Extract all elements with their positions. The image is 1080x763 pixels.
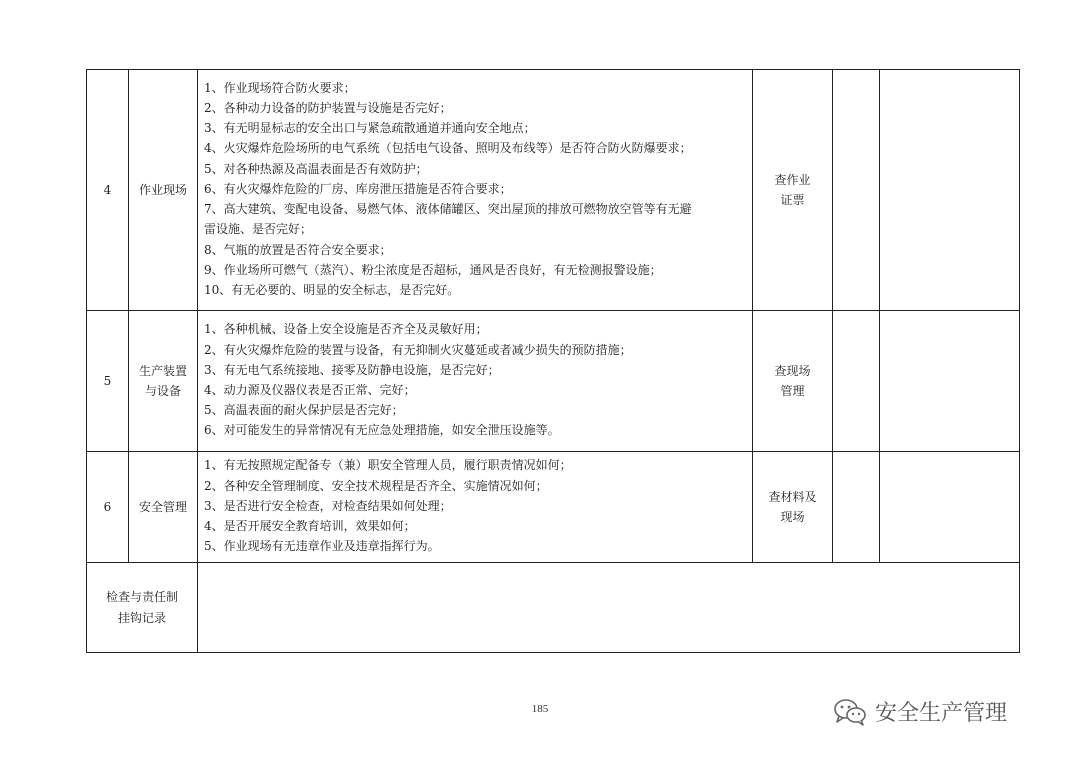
inspection-item: 生产装置 与设备 <box>129 311 198 452</box>
blank-cell <box>880 70 1020 311</box>
content-line: 5、高温表面的耐火保护层是否完好； <box>204 403 404 418</box>
blank-cell <box>833 452 880 563</box>
inspection-item: 作业现场 <box>129 70 198 311</box>
content-line: 3、有无电气系统接地、接零及防静电设施，是否完好； <box>204 362 500 377</box>
content-line: 8、气瓶的放置是否符合安全要求； <box>204 242 392 257</box>
wechat-icon <box>833 698 867 726</box>
content-line: 6、有火灾爆炸危险的厂房、库房泄压措施是否符合要求； <box>204 181 512 196</box>
content-line: 9、作业场所可燃气（蒸汽）、粉尘浓度是否超标，通风是否良好，有无检测报警设施； <box>204 262 662 277</box>
content-line: 3、有无明显标志的安全出口与紧急疏散通道并通向安全地点； <box>204 121 536 136</box>
row-number: 6 <box>87 452 129 563</box>
inspection-method: 查作业 证票 <box>753 70 833 311</box>
content-line: 2、各种动力设备的防护装置与设施是否完好； <box>204 101 452 116</box>
table-row <box>87 311 1020 452</box>
content-line: 雷设施、是否完好； <box>204 222 313 237</box>
blank-cell <box>880 311 1020 452</box>
blank-cell <box>833 70 880 311</box>
inspection-item: 安全管理 <box>129 452 198 563</box>
content-line: 3、是否进行安全检查，对检查结果如何处理； <box>204 498 452 513</box>
watermark <box>833 696 1007 727</box>
inspection-content <box>198 311 753 452</box>
watermark-text: 安全生产管理 <box>875 701 1008 726</box>
content-line: 1、有无按照规定配备专（兼）职安全管理人员，履行职责情况如何； <box>204 458 572 473</box>
content-line: 4、动力源及仪器仪表是否正常、完好； <box>204 383 416 397</box>
inspection-method: 查现场 管理 <box>753 311 833 452</box>
content-line: 5、作业现场有无违章作业及违章指挥行为。 <box>204 539 440 554</box>
content-line: 5、对各种热源及高温表面是否有效防护； <box>204 161 428 176</box>
row-number: 5 <box>87 311 129 452</box>
content-line: 1、作业现场符合防火要求； <box>204 80 356 95</box>
inspection-table <box>86 69 1020 653</box>
record-content <box>198 563 1020 653</box>
row-number: 4 <box>87 70 129 311</box>
content-line: 4、火灾爆炸危险场所的电气系统（包括电气设备、照明及布线等）是否符合防火防爆要求； <box>204 141 692 156</box>
content-line: 2、有火灾爆炸危险的装置与设备，有无抑制火灾蔓延或者减少损失的预防措施； <box>204 342 632 357</box>
table-row <box>87 70 1020 311</box>
content-line: 10、有无必要的、明显的安全标志，是否完好。 <box>204 282 460 297</box>
inspection-content <box>198 452 753 563</box>
page-number: 185 <box>531 703 549 715</box>
content-line: 7、高大建筑、变配电设备、易燃气体、液体储罐区、突出屋顶的排放可燃物放空管等有无避 <box>204 202 692 217</box>
table-row <box>87 452 1020 563</box>
record-row <box>87 563 1020 653</box>
blank-cell <box>880 452 1020 563</box>
content-line: 1、各种机械、设备上安全设施是否齐全及灵敏好用； <box>204 322 488 337</box>
inspection-content <box>198 70 753 311</box>
record-label: 检查与责任制 挂钩记录 <box>87 563 198 653</box>
content-line: 2、各种安全管理制度、安全技术规程是否齐全、实施情况如何； <box>204 478 548 493</box>
inspection-method: 查材料及 现场 <box>753 452 833 563</box>
blank-cell <box>833 311 880 452</box>
content-line: 6、对可能发生的异常情况有无应急处理措施，如安全泄压设施等。 <box>204 423 560 438</box>
content-line: 4、是否开展安全教育培训，效果如何； <box>204 519 416 534</box>
